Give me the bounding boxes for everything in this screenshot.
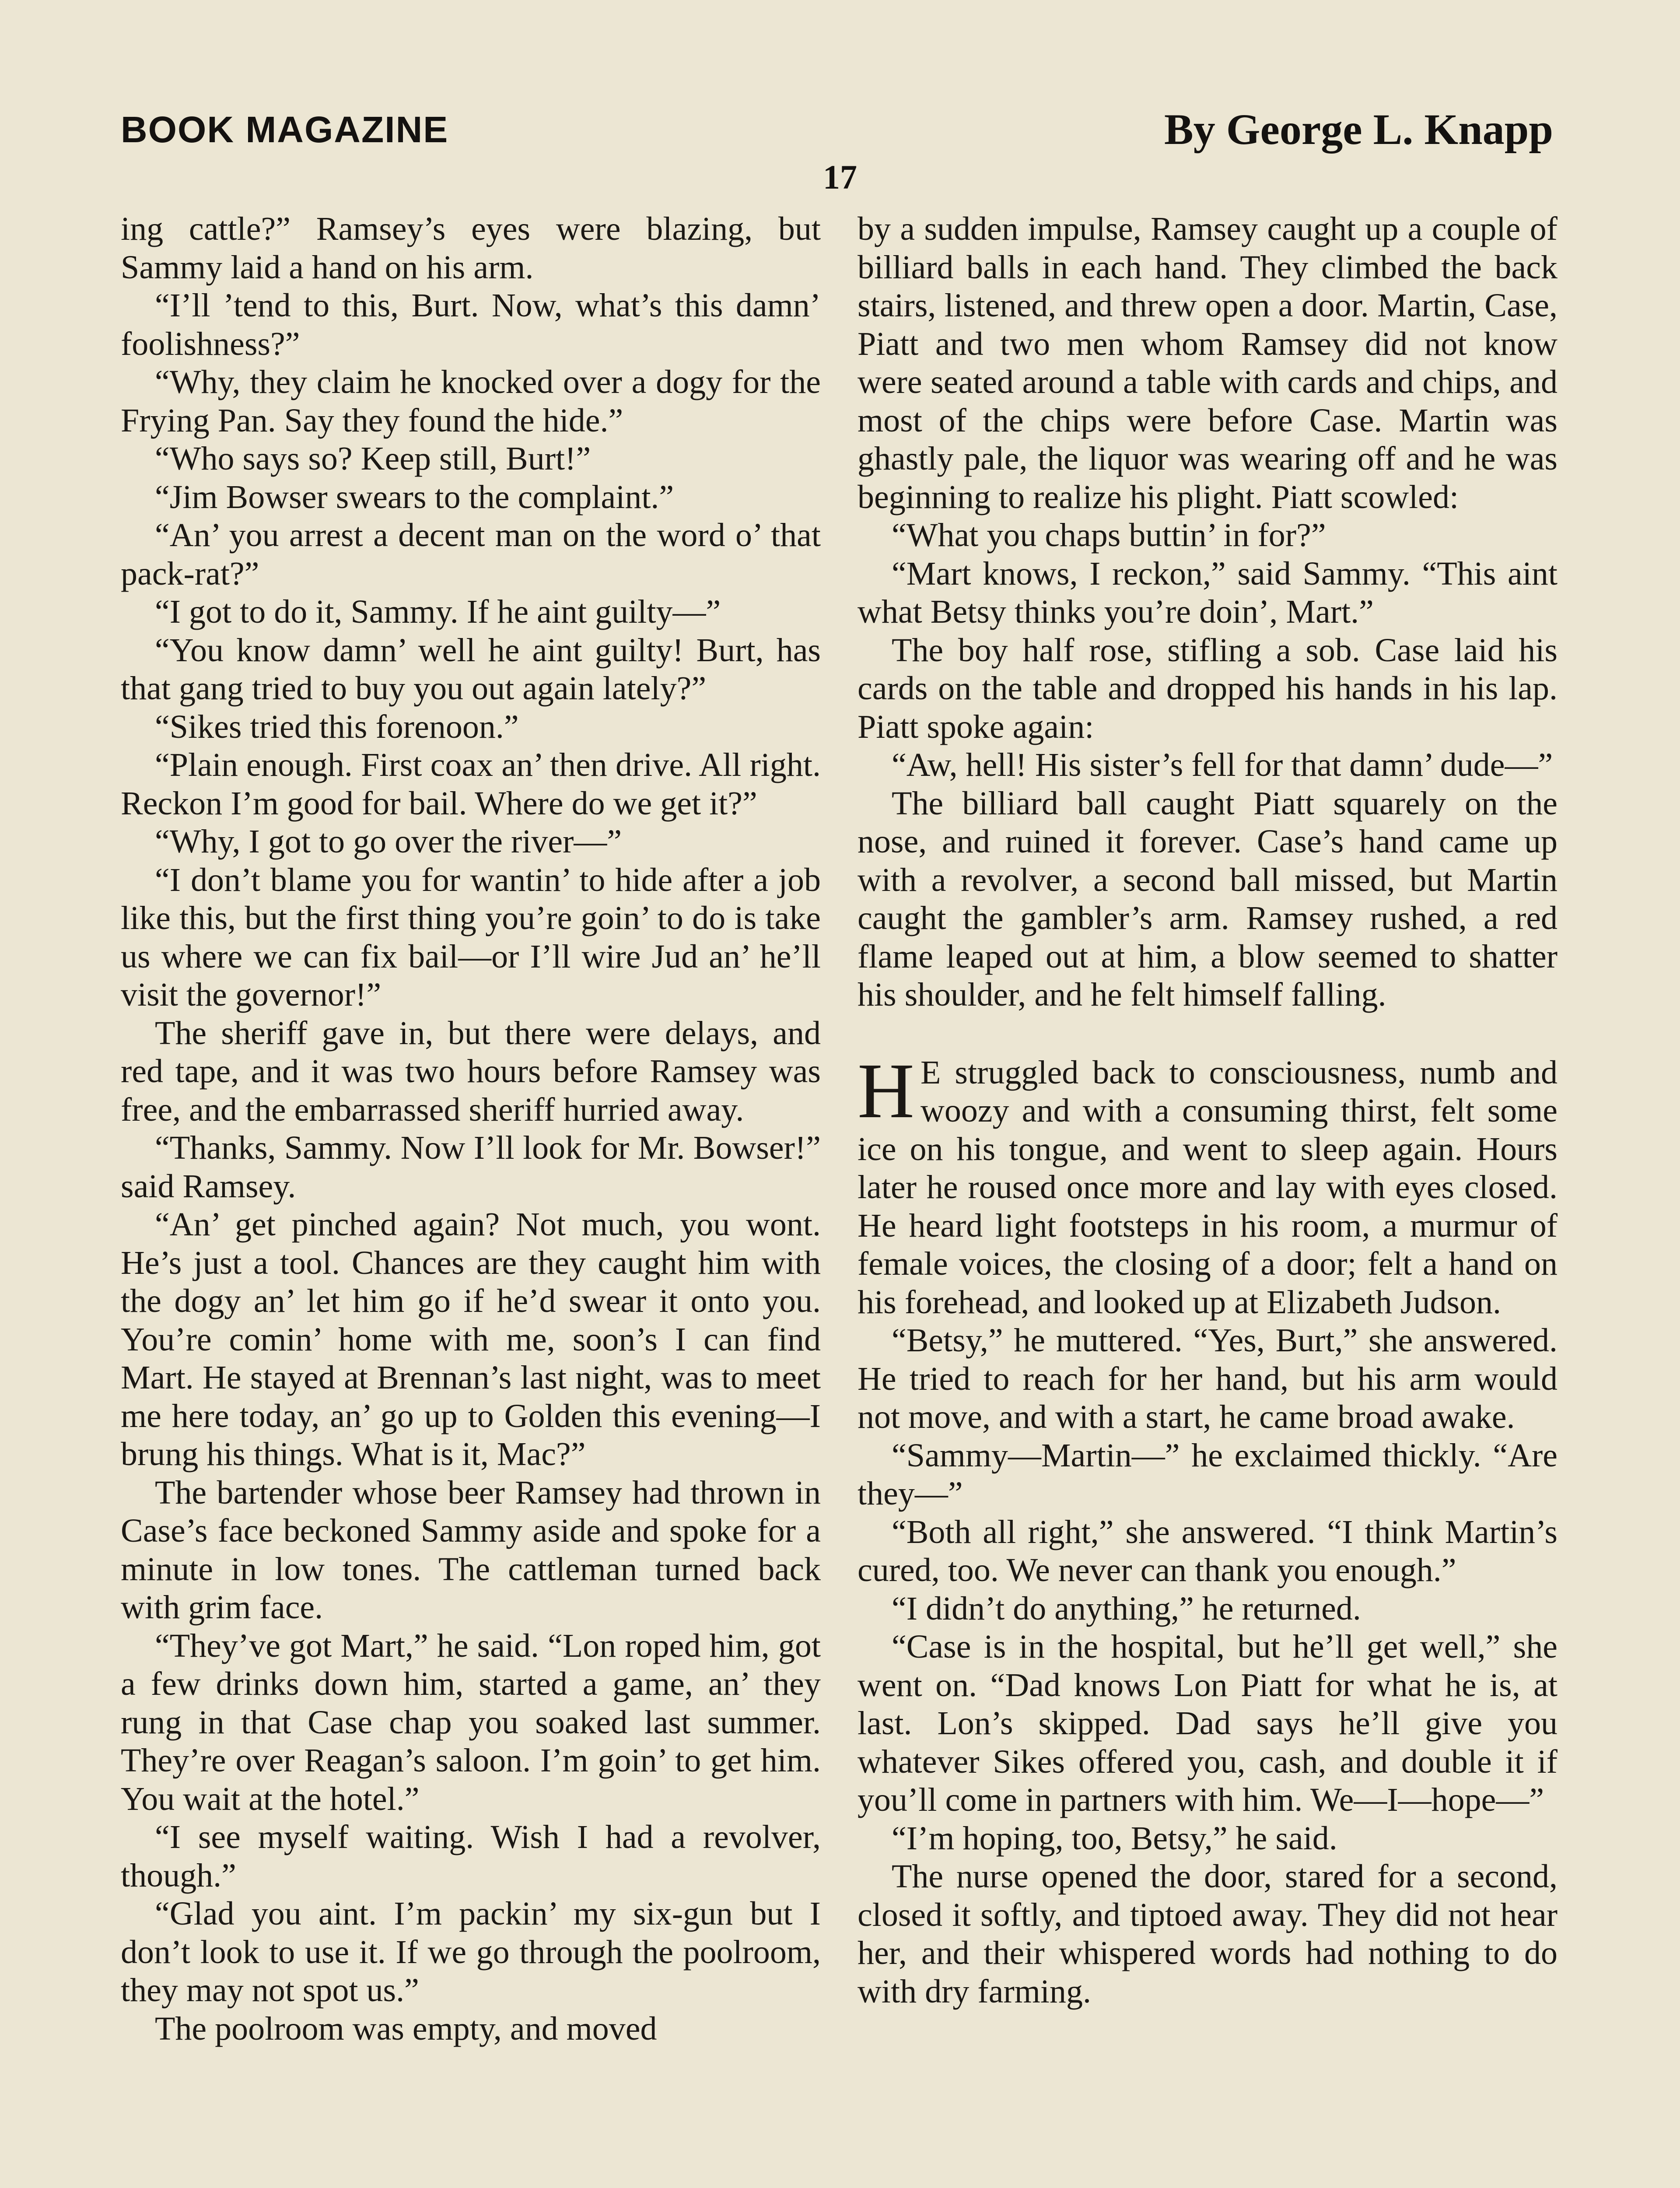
paragraph: “Why, they claim he knocked over a dogy for the Frying Pan. Say they found the hide.” [121, 364, 821, 439]
paragraph: “Sikes tried this forenoon.” [155, 708, 519, 745]
paragraph: The poolroom was empty, and moved [155, 2010, 657, 2047]
paragraph: “An’ get pinched again? Not much, you wont. He’s just a tool. Chances are they caught him with the dogy an’ let him go if he’d swear it onto you. You’re comin’ home with me, soon’s I can find Mart. He stayed at Brennan’s last night, was to meet me here today, an’ go up to Golden this evening—I brung his things. What is it, Mac?” [121, 1206, 821, 1473]
paragraph: “Jim Bowser swears to the complaint.” [155, 478, 674, 515]
right-column [858, 210, 1558, 2011]
paragraph: “Mart knows, I reckon,” said Sammy. “This aint what Betsy thinks you’re doin’, Mart.” [858, 555, 1558, 630]
paragraph: “I didn’t do anything,” he returned. [892, 1590, 1361, 1627]
paragraph: by a sudden impulse, Ramsey caught up a couple of billiard balls in each hand. They climbed the back stairs, listened, and threw open a door. Martin, Case, Piatt and two men whom Ramsey did not know were seated around a table with cards and chips, and most of the chips were before Case. Martin was ghastly pale, the liquor was wearing off and he was beginning to realize his plight. Piatt scowled: [858, 210, 1558, 515]
paragraph: “They’ve got Mart,” he said. “Lon roped him, got a few drinks down him, started a game, an’ they rung in that Case chap you soaked last summer. They’re over Reagan’s saloon. I’m goin’ to get him. You wait at the hotel.” [121, 1627, 821, 1817]
paragraph: The billiard ball caught Piatt squarely on the nose, and ruined it forever. Case’s hand came up with a revolver, a second ball missed, but Martin caught the gambler’s arm. Ramsey rushed, a red flame leaped out at him, a blow seemed to shatter his shoulder, and he felt himself falling. [858, 785, 1558, 1013]
paragraph: The bartender whose beer Ramsey had thrown in Case’s face beckoned Sammy aside and spoke for a minute in low tones. The cattleman turned back with grim face. [121, 1474, 821, 1626]
paragraph: “Sammy—Martin—” he exclaimed thickly. “Are they—” [858, 1437, 1558, 1512]
paragraph: “An’ you arrest a decent man on the word o’ that pack-rat?” [121, 517, 821, 592]
drop-cap-paragraph-text: E struggled back to consciousness, numb and woozy and with a consuming thirst, felt some ice on his tongue, and went to sleep again. Hours later he roused once more and lay with eyes closed. He heard light footsteps in his room, a murmur of female voices, the closing of a door; felt a hand on his forehead, and looked up at Elizabeth Judson. [858, 1054, 1558, 1321]
paragraph: “Glad you aint. I’m packin’ my six-gun but I don’t look to use it. If we go through the poolroom, they may not spot us.” [121, 1895, 821, 2009]
paragraph: “Both all right,” she answered. “I think Martin’s cured, too. We never can thank you enough.” [858, 1513, 1558, 1588]
paragraph: “Case is in the hospital, but he’ll get well,” she went on. “Dad knows Lon Piatt for what he is, at last. Lon’s skipped. Dad says he’ll give you whatever Sikes offered you, cash, and double it if you’ll come in partners with him. We—I—hope—” [858, 1628, 1558, 1818]
paragraph: “I don’t blame you for wantin’ to hide after a job like this, but the first thing you’re goin’ to do is take us where we can fix bail—or I’ll wire Jud an’ he’ll visit the governor!” [121, 861, 821, 1013]
paragraph: The sheriff gave in, but there were delays, and red tape, and it was two hours before Ramsey was free, and the embarrassed sheriff hurried away. [121, 1014, 821, 1128]
paragraph: “Aw, hell! His sister’s fell for that damn’ dude—” [892, 747, 1553, 783]
paragraph: “I got to do it, Sammy. If he aint guilty—” [155, 593, 721, 630]
paragraph: “Thanks, Sammy. Now I’ll look for Mr. Bowser!” said Ramsey. [121, 1129, 821, 1205]
left-column [121, 210, 821, 2048]
drop-cap-paragraph [858, 1047, 1558, 1322]
paragraph: The boy half rose, stifling a sob. Case laid his cards on the table and dropped his hands in his lap. Piatt spoke again: [858, 631, 1558, 745]
paragraph: “I see myself waiting. Wish I had a revolver, though.” [121, 1819, 821, 1894]
paragraph: “What you chaps buttin’ in for?” [892, 517, 1326, 554]
running-head-left: BOOK MAGAZINE [121, 109, 449, 150]
paragraph: “Why, I got to go over the river—” [155, 823, 622, 860]
paragraph: “Plain enough. First coax an’ then drive. All right. Reckon I’m good for bail. Where do we get it?” [121, 747, 821, 822]
paragraph: “Who says so? Keep still, Burt!” [155, 440, 591, 477]
paragraph: ing cattle?” Ramsey’s eyes were blazing, but Sammy laid a hand on his arm. [121, 210, 821, 286]
running-head-right: By George L. Knapp [1164, 105, 1553, 154]
paragraph: The nurse opened the door, stared for a second, closed it softly, and tiptoed away. They did not hear her, and their whispered words had nothing to do with dry farming. [858, 1858, 1558, 2010]
drop-cap: H [858, 1047, 914, 1134]
paragraph: “You know damn’ well he aint guilty! Burt, has that gang tried to buy you out again lately?” [121, 631, 821, 707]
paragraph: “I’ll ’tend to this, Burt. Now, what’s this damn’ foolishness?” [121, 287, 821, 362]
paragraph: “I’m hoping, too, Betsy,” he said. [892, 1820, 1337, 1857]
paragraph: “Betsy,” he muttered. “Yes, Burt,” she answered. He tried to reach for her hand, but his arm would not move, and with a start, he came broad awake. [858, 1322, 1558, 1435]
page-number: 17 [823, 158, 857, 196]
